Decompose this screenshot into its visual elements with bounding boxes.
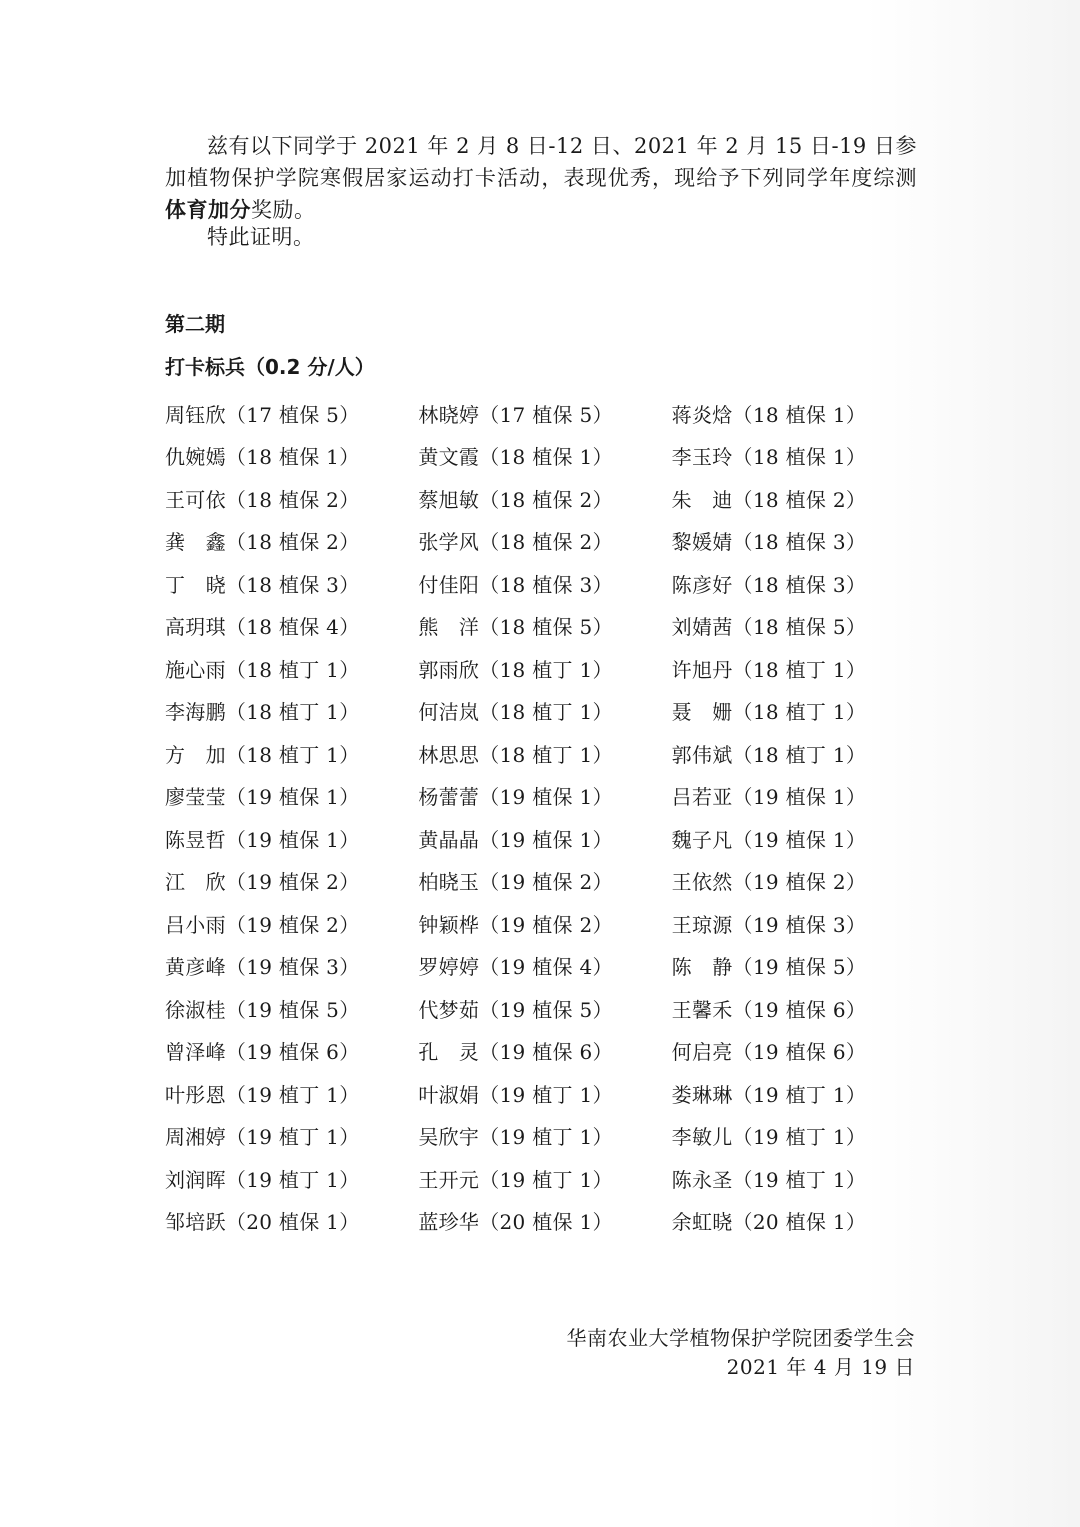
- student-entry: 聂 姗（18 植丁 1）: [671, 700, 867, 725]
- student-row: [165, 1072, 925, 1115]
- student-row: [165, 732, 925, 775]
- student-entry: 刘润晖（19 植丁 1）: [165, 1167, 360, 1192]
- student-row: [165, 1115, 925, 1158]
- student-entry: 张学风（18 植保 2）: [418, 530, 613, 555]
- student-entry: 吕小雨（19 植保 2）: [165, 912, 360, 937]
- student-entry: 罗婷婷（19 植保 4）: [418, 955, 613, 980]
- student-row: [165, 987, 925, 1030]
- student-entry: 黄晶晶（19 植保 1）: [418, 827, 613, 852]
- student-entry: 周湘婷（19 植丁 1）: [165, 1125, 360, 1150]
- student-entry: 李敏儿（19 植丁 1）: [671, 1125, 867, 1150]
- student-entry: 蔡旭敏（18 植保 2）: [418, 487, 613, 512]
- student-entry: 李海鹏（18 植丁 1）: [165, 700, 360, 725]
- student-entry: 叶彤恩（19 植丁 1）: [165, 1082, 360, 1107]
- student-entry: 陈彦好（18 植保 3）: [671, 572, 867, 597]
- student-row: [165, 945, 925, 988]
- student-entry: 江 欣（19 植保 2）: [165, 870, 360, 895]
- student-entry: 黎媛婧（18 植保 3）: [671, 530, 867, 555]
- student-entry: 代梦茹（19 植保 5）: [418, 997, 613, 1022]
- student-entry: 廖莹莹（19 植保 1）: [165, 785, 360, 810]
- student-row: [165, 775, 925, 818]
- student-entry: 刘婧茜（18 植保 5）: [671, 615, 867, 640]
- student-row: [165, 902, 925, 945]
- student-entry: 叶淑娟（19 植丁 1）: [418, 1082, 613, 1107]
- student-entry: 余虹晓（20 植保 1）: [671, 1210, 867, 1235]
- student-entry: 付佳阳（18 植保 3）: [418, 572, 613, 597]
- student-entry: 柏晓玉（19 植保 2）: [418, 870, 613, 895]
- student-entry: 王依然（19 植保 2）: [671, 870, 867, 895]
- student-entry: 施心雨（18 植丁 1）: [165, 657, 360, 682]
- student-entry: 仇婉嫣（18 植保 1）: [165, 445, 360, 470]
- student-entry: 丁 晓（18 植保 3）: [165, 572, 360, 597]
- student-entry: 蓝珍华（20 植保 1）: [418, 1210, 613, 1235]
- student-entry: 王馨禾（19 植保 6）: [671, 997, 867, 1022]
- student-entry: 吴欣宇（19 植丁 1）: [418, 1125, 613, 1150]
- student-entry: 曾泽峰（19 植保 6）: [165, 1040, 360, 1065]
- student-row: [165, 562, 925, 605]
- student-entry: 何洁岚（18 植丁 1）: [418, 700, 613, 725]
- student-entry: 钟颖桦（19 植保 2）: [418, 912, 613, 937]
- student-entry: 陈 静（19 植保 5）: [671, 955, 867, 980]
- student-entry: 魏子凡（19 植保 1）: [671, 827, 867, 852]
- student-entry: 吕若亚（19 植保 1）: [671, 785, 867, 810]
- student-entry: 王可依（18 植保 2）: [165, 487, 360, 512]
- student-list: [165, 392, 925, 1242]
- student-entry: 蒋炎焓（18 植保 1）: [671, 402, 867, 427]
- student-entry: 龚 鑫（18 植保 2）: [165, 530, 360, 555]
- student-row: [165, 392, 925, 435]
- signature-organization: 华南农业大学植物保护学院团委学生会: [566, 1326, 915, 1350]
- student-entry: 朱 迪（18 植保 2）: [671, 487, 867, 512]
- student-entry: 周钰欣（17 植保 5）: [165, 402, 360, 427]
- student-entry: 郭伟斌（18 植丁 1）: [671, 742, 867, 767]
- student-entry: 王琼源（19 植保 3）: [671, 912, 867, 937]
- student-entry: 徐淑桂（19 植保 5）: [165, 997, 360, 1022]
- student-row: [165, 647, 925, 690]
- student-row: [165, 817, 925, 860]
- student-entry: 许旭丹（18 植丁 1）: [671, 657, 867, 682]
- student-row: [165, 860, 925, 903]
- student-entry: 熊 洋（18 植保 5）: [418, 615, 613, 640]
- student-entry: 王开元（19 植丁 1）: [418, 1167, 613, 1192]
- student-row: [165, 1200, 925, 1243]
- student-entry: 高玥琪（18 植保 4）: [165, 615, 360, 640]
- intro-bold-text: 体育加分: [165, 198, 251, 222]
- student-entry: 何启亮（19 植保 6）: [671, 1040, 867, 1065]
- student-entry: 林思思（18 植丁 1）: [418, 742, 613, 767]
- certify-paragraph: 特此证明。: [207, 225, 315, 249]
- intro-text: 兹有以下同学于 2021 年 2 月 8 日-12 日、2021 年 2 月 15 日-19 日参加植物保护学院寒假居家运动打卡活动，表现优秀，现给予下列同学年度综测: [165, 134, 917, 190]
- student-entry: 孔 灵（19 植保 6）: [418, 1040, 613, 1065]
- intro-tail-text: 奖励。: [251, 198, 316, 222]
- student-entry: 邹培跃（20 植保 1）: [165, 1210, 360, 1235]
- student-entry: 郭雨欣（18 植丁 1）: [418, 657, 613, 682]
- student-entry: 黄彦峰（19 植保 3）: [165, 955, 360, 980]
- student-entry: 方 加（18 植丁 1）: [165, 742, 360, 767]
- student-entry: 陈昱哲（19 植保 1）: [165, 827, 360, 852]
- student-entry: 林晓婷（17 植保 5）: [418, 402, 613, 427]
- student-row: [165, 1030, 925, 1073]
- student-row: [165, 1157, 925, 1200]
- student-row: [165, 477, 925, 520]
- student-entry: 黄文霞（18 植保 1）: [418, 445, 613, 470]
- student-row: [165, 690, 925, 733]
- student-entry: 李玉玲（18 植保 1）: [671, 445, 867, 470]
- student-row: [165, 605, 925, 648]
- student-row: [165, 520, 925, 563]
- signature-date: 2021 年 4 月 19 日: [726, 1355, 915, 1379]
- student-entry: 陈永圣（19 植丁 1）: [671, 1167, 867, 1192]
- intro-paragraph: [165, 130, 917, 226]
- student-row: [165, 435, 925, 478]
- period-heading: 第二期: [165, 312, 225, 336]
- student-entry: 娄琳琳（19 植丁 1）: [671, 1082, 867, 1107]
- award-heading: 打卡标兵（0.2 分/人）: [165, 355, 375, 379]
- student-entry: 杨蕾蕾（19 植保 1）: [418, 785, 613, 810]
